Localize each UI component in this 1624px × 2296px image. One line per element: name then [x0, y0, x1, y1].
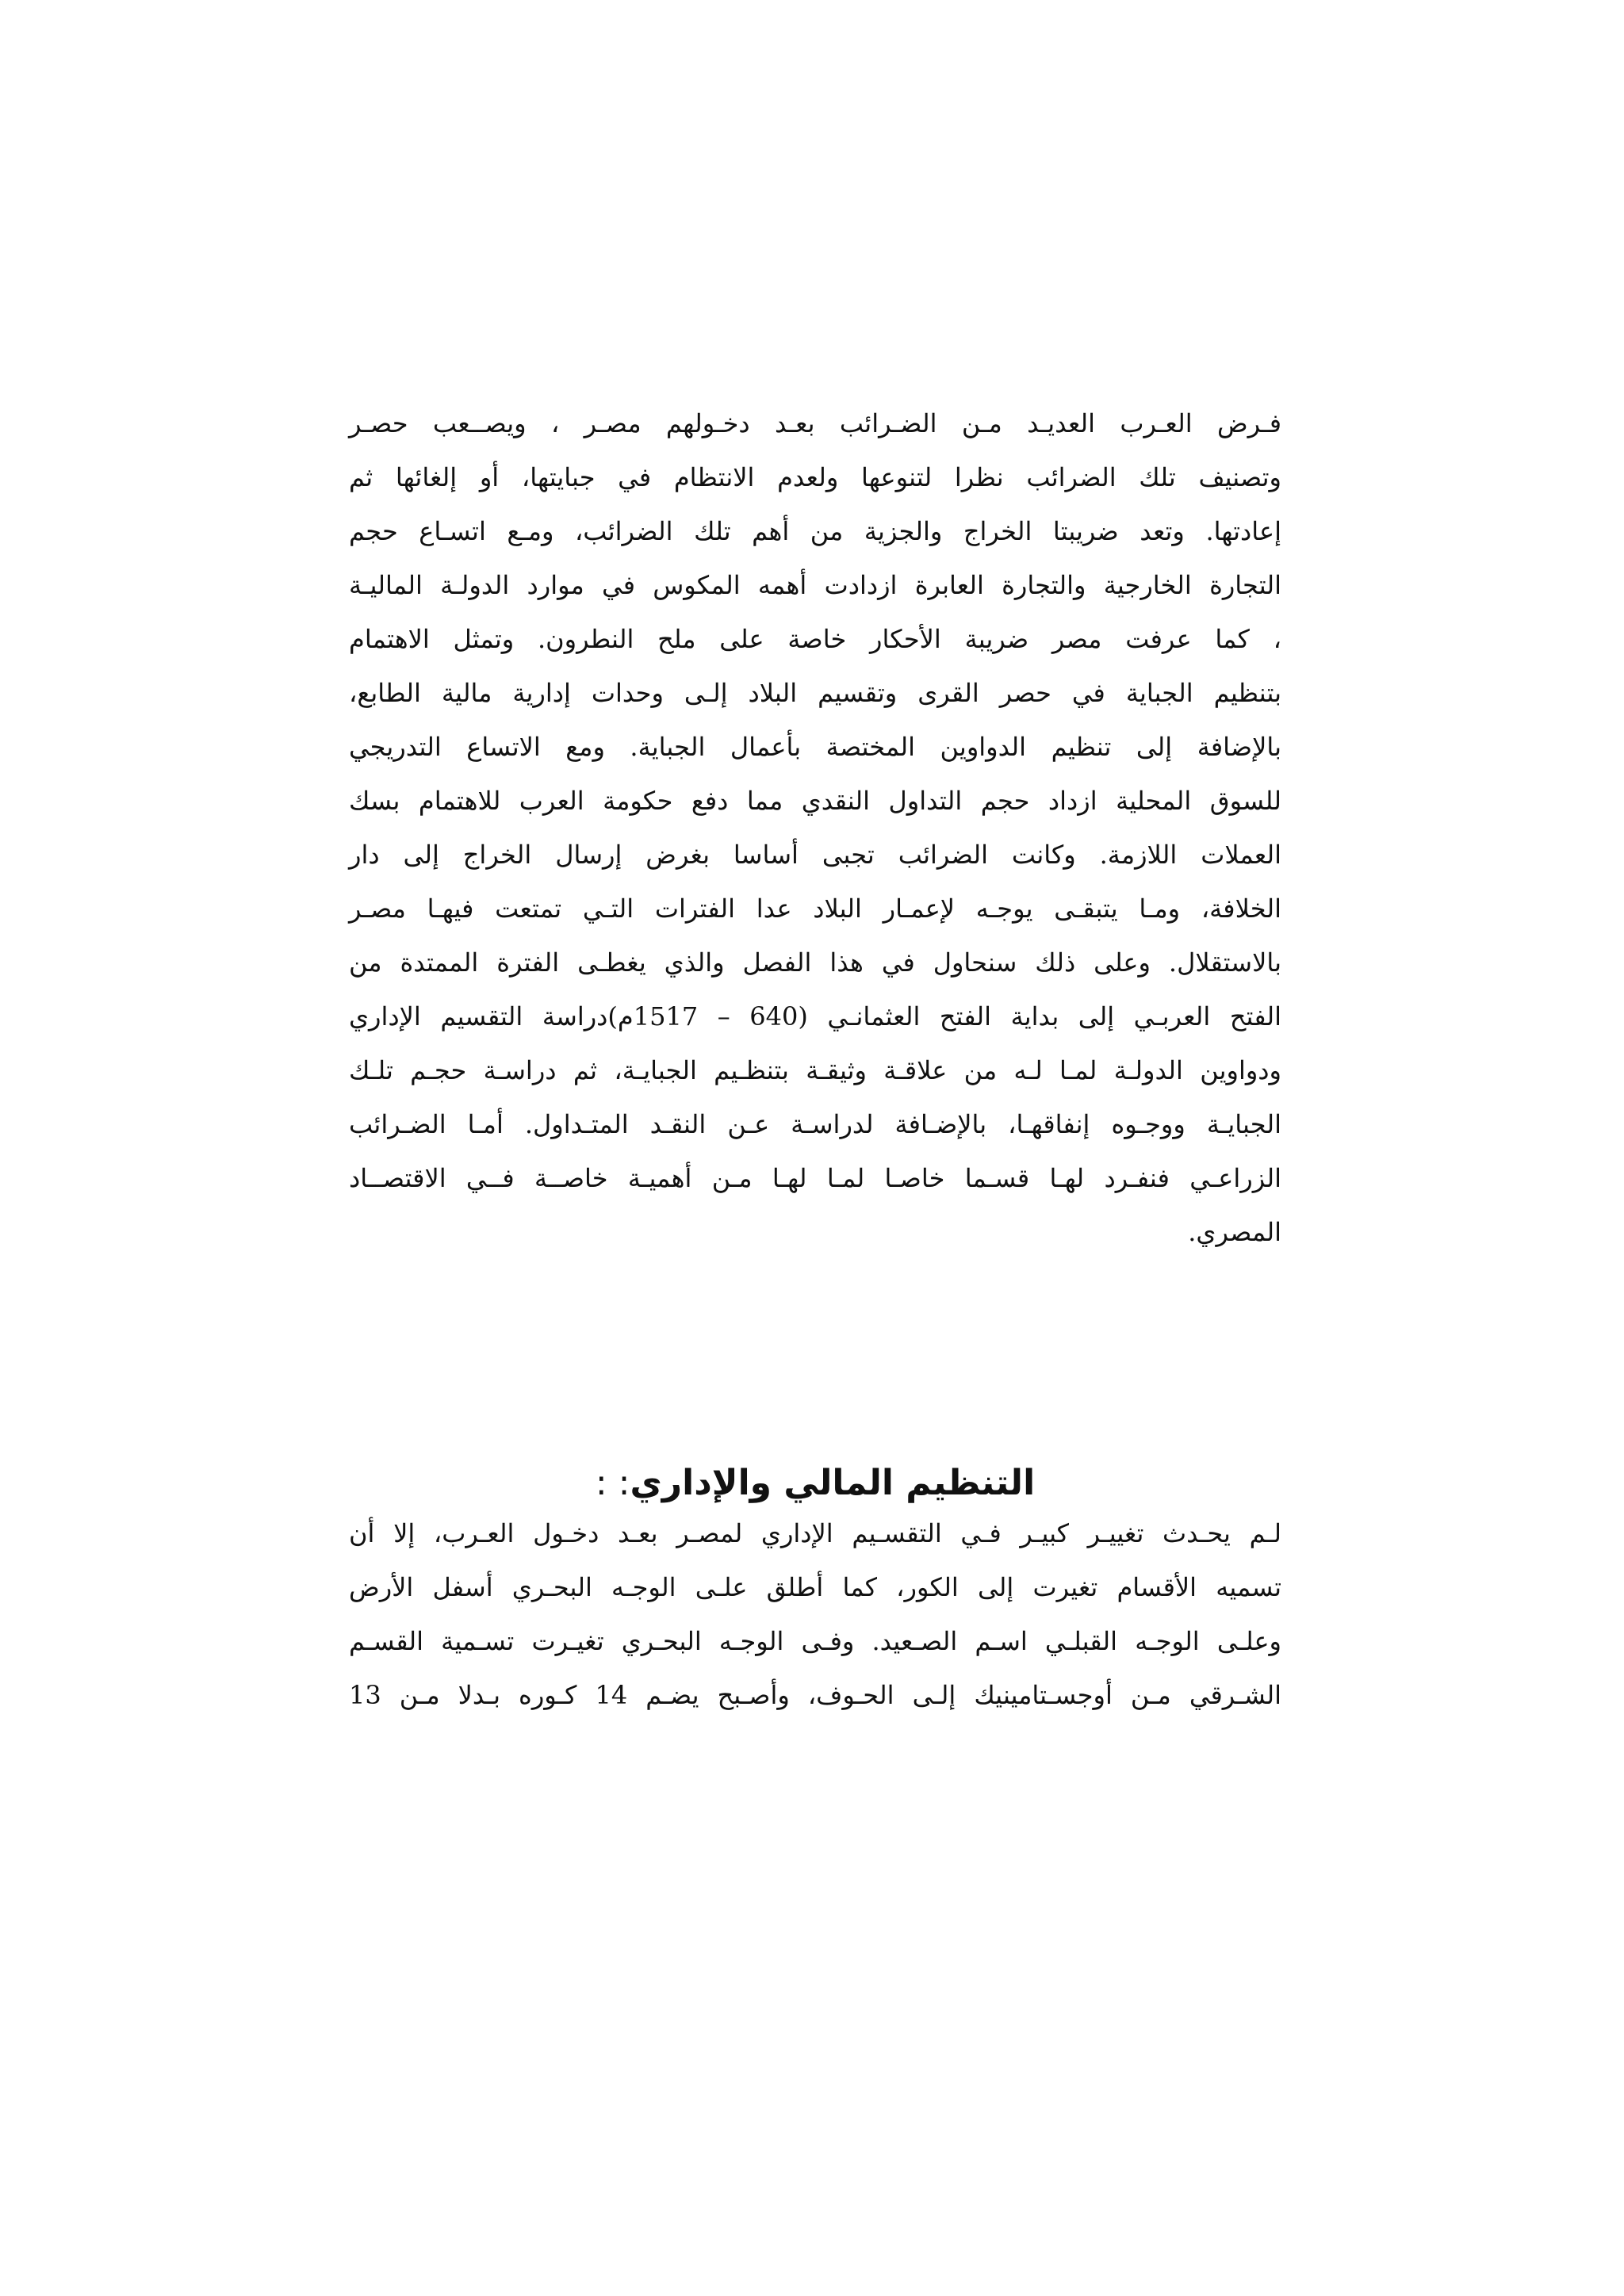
paragraph-line: فـرض العـرب العديـد مـن الضـرائب بعـد دخـولهم مصـر ، ويصــعب حصـر	[349, 408, 1281, 438]
paragraph-line: الشـرقي مـن أوجسـتامينيك إلـى الحـوف، وأصـبح يضـم 14 كـوره بـدلا مـن 13	[349, 1680, 1282, 1710]
paragraph-line: بتنظيم الجباية في حصر القرى وتقسيم البلاد إلـى وحدات إدارية مالية الطابع،	[349, 678, 1281, 708]
paragraph-line: وعلـى الوجـه القبلـي اسـم الصـعيد. وفـى الوجـه البحـري تغيـرت تسـمية القسـم	[349, 1626, 1282, 1656]
paragraph-line: إعادتها. وتعد ضريبتا الخراج والجزية من أهم تلك الضرائب، ومـع اتسـاع حجم	[349, 516, 1281, 546]
paragraph-line: للسوق المحلية ازداد حجم التداول النقدي مما دفع حكومة العرب للاهتمام بسك	[349, 786, 1281, 816]
paragraph-line: الجبايـة ووجـوه إنفاقهـا، بالإضـافة لدراسـة عـن النقـد المتـداول. أمـا الضـرائب	[349, 1109, 1281, 1139]
section-heading	[349, 1456, 1281, 1510]
paragraph-line: تسميه الأقسام تغيرت إلى الكور، كما أطلق علـى الوجـه البحـري أسفل الأرض	[349, 1572, 1281, 1602]
paragraph-line: العملات اللازمة. وكانت الضرائب تجبى أساسا بغرض إرسال الخراج إلى دار	[349, 840, 1281, 870]
section-heading-colons: : :	[595, 1463, 630, 1503]
body-paragraph-administration	[349, 1506, 1281, 1722]
paragraph-line: الخلافة، ومـا يتبقـى يوجـه لإعمـار البلاد عدا الفترات التـي تمتعت فيهـا مصـر	[349, 894, 1281, 924]
paragraph-line: ، كما عرفت مصر ضريبة الأحكار خاصة على ملح النطرون. وتمثل الاهتمام	[349, 624, 1281, 654]
paragraph-line: الفتح العربـي إلى بداية الفتح العثمانـي (640 – 1517م)دراسة التقسيم الإداري	[349, 1001, 1282, 1031]
paragraph-line: لـم يحـدث تغييـر كبيـر فـي التقسـيم الإداري لمصـر بعـد دخـول العـرب، إلا أن	[349, 1518, 1281, 1548]
section-heading-title: التنظيم المالي والإداري	[630, 1463, 1036, 1503]
paragraph-line: بالاستقلال. وعلى ذلك سنحاول في هذا الفصل والذي يغطـى الفترة الممتدة من	[349, 947, 1281, 978]
paragraph-line: ودواوين الدولـة لمـا لـه من علاقـة وثيقـة بتنظـيم الجبايـة، ثم دراسـة حجـم تلـك	[349, 1055, 1281, 1085]
paragraph-line: وتصنيف تلك الضرائب نظرا لتنوعها ولعدم الانتظام في جبايتها، أو إلغائها ثم	[349, 462, 1281, 492]
paragraph-line: بالإضافة إلى تنظيم الدواوين المختصة بأعمال الجباية. ومع الاتساع التدريجي	[349, 732, 1281, 762]
paragraph-line-last: المصري.	[1188, 1217, 1281, 1247]
paragraph-line: التجارة الخارجية والتجارة العابرة ازدادت أهمه المكوس في موارد الدولـة الماليـة	[349, 570, 1281, 600]
body-paragraph-taxation	[349, 396, 1281, 1259]
paragraph-line: الزراعـي فنفـرد لهـا قسـما خاصـا لمـا لهـا مـن أهميـة خاصــة فــي الاقتصــاد	[349, 1163, 1281, 1193]
